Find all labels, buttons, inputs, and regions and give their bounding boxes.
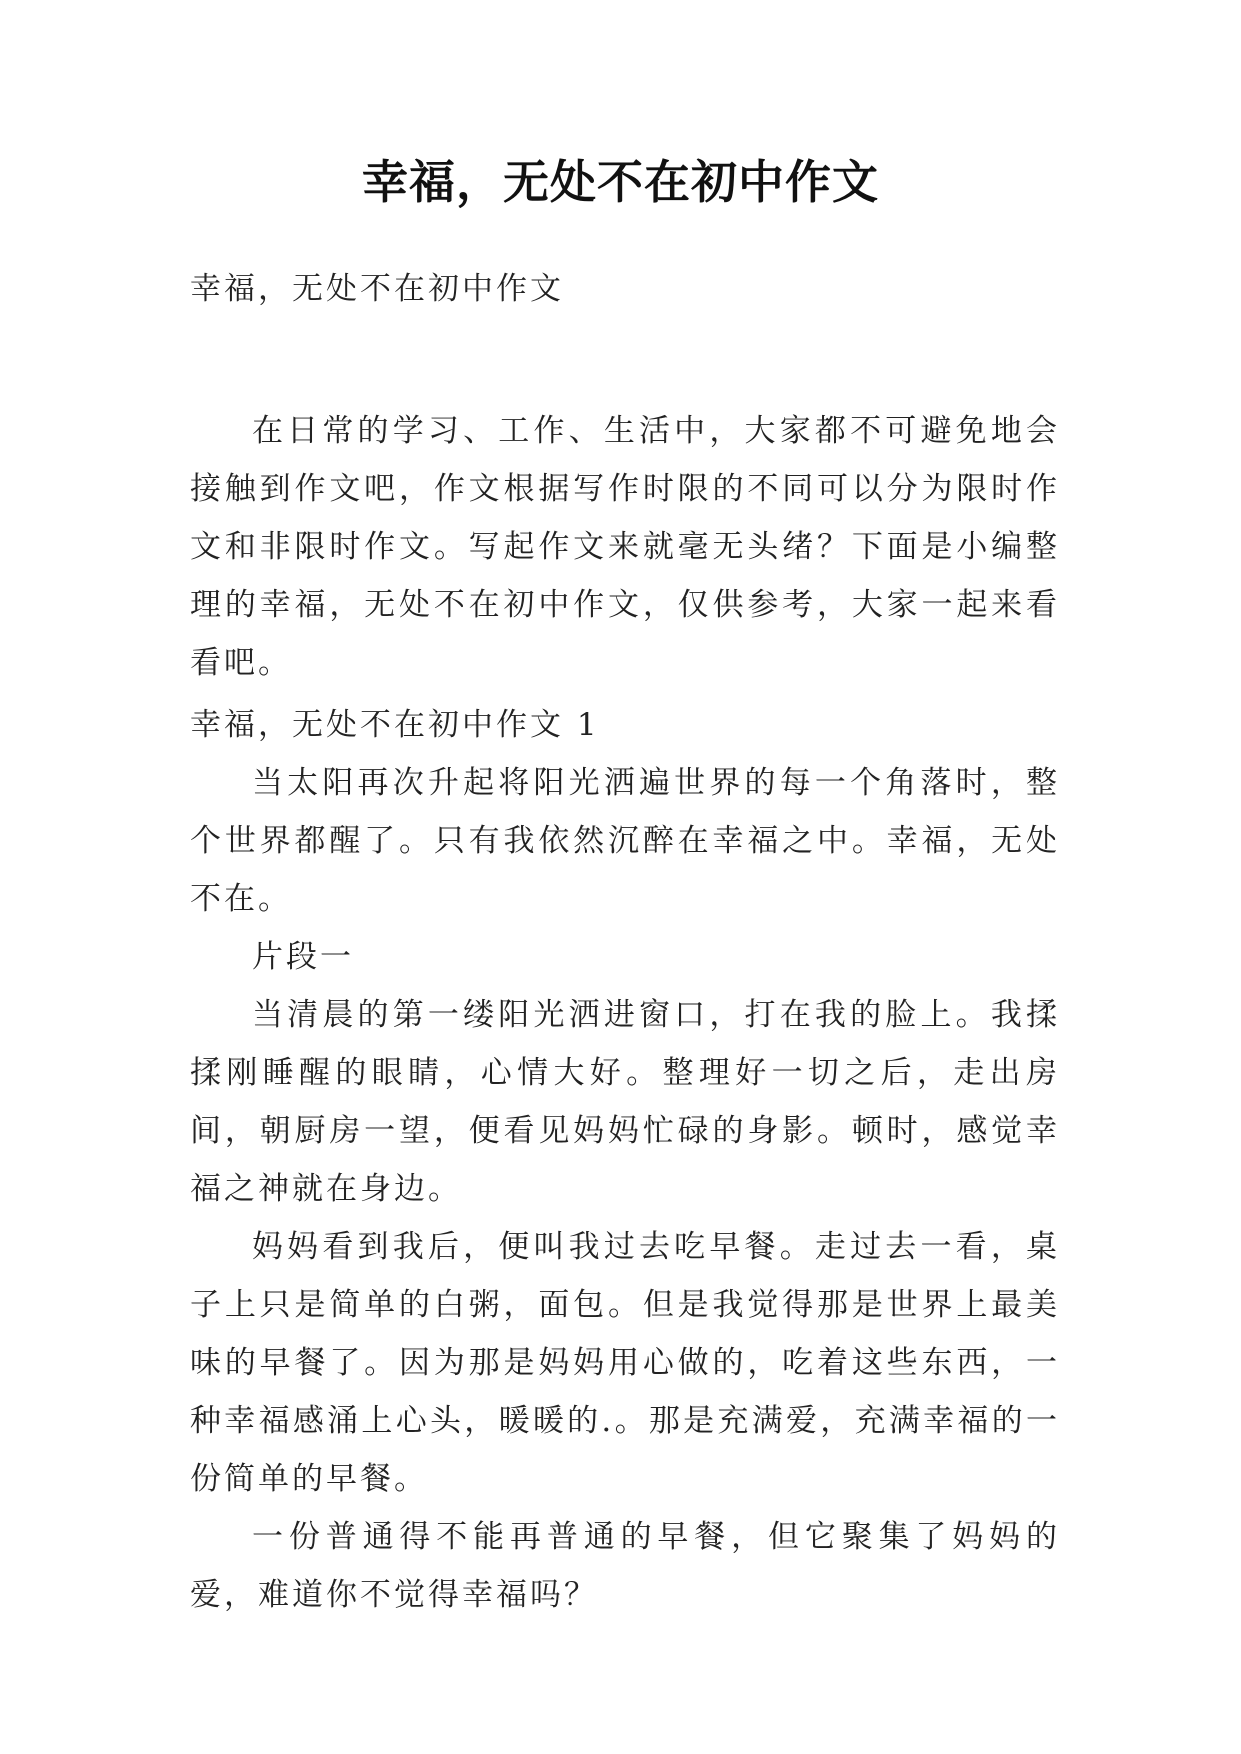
subtitle-text: 幸福，无处不在初中作文 (190, 271, 564, 307)
section-heading: 幸福，无处不在初中作文 1 (190, 707, 600, 743)
paragraph: 一份普通得不能再普通的早餐，但它聚集了妈妈的爱，难道你不觉得幸福吗？ (190, 1519, 1060, 1613)
paragraph: 当清晨的第一缕阳光洒进窗口，打在我的脸上。我揉揉刚睡醒的眼睛，心情大好。整理好一切之后，走出房间，朝厨房一望，便看见妈妈忙碌的身影。顿时，感觉幸福之神就在身边。 (190, 997, 1060, 1207)
document-subtitle (190, 260, 1060, 318)
intro-block (190, 402, 1060, 692)
paragraph: 当太阳再次升起将阳光洒遍世界的每一个角落时，整个世界都醒了。只有我依然沉醉在幸福之中。幸福，无处不在。 (190, 765, 1060, 917)
document-title: 幸福，无处不在初中作文 (362, 155, 879, 209)
section-1 (190, 696, 1060, 1624)
paragraph: 妈妈看到我后，便叫我过去吃早餐。走过去一看，桌子上只是简单的白粥，面包。但是我觉得那是世界上最美味的早餐了。因为那是妈妈用心做的，吃着这些东西，一种幸福感涌上心头，暖暖的.。那是充满爱，充满幸福的一份简单的早餐。 (190, 1229, 1060, 1497)
intro-paragraph: 在日常的学习、工作、生活中，大家都不可避免地会接触到作文吧，作文根据写作时限的不同可以分为限时作文和非限时作文。写起作文来就毫无头绪？下面是小编整理的幸福，无处不在初中作文，仅供参考，大家一起来看看吧。 (190, 413, 1060, 681)
paragraph: 片段一 (252, 939, 354, 975)
